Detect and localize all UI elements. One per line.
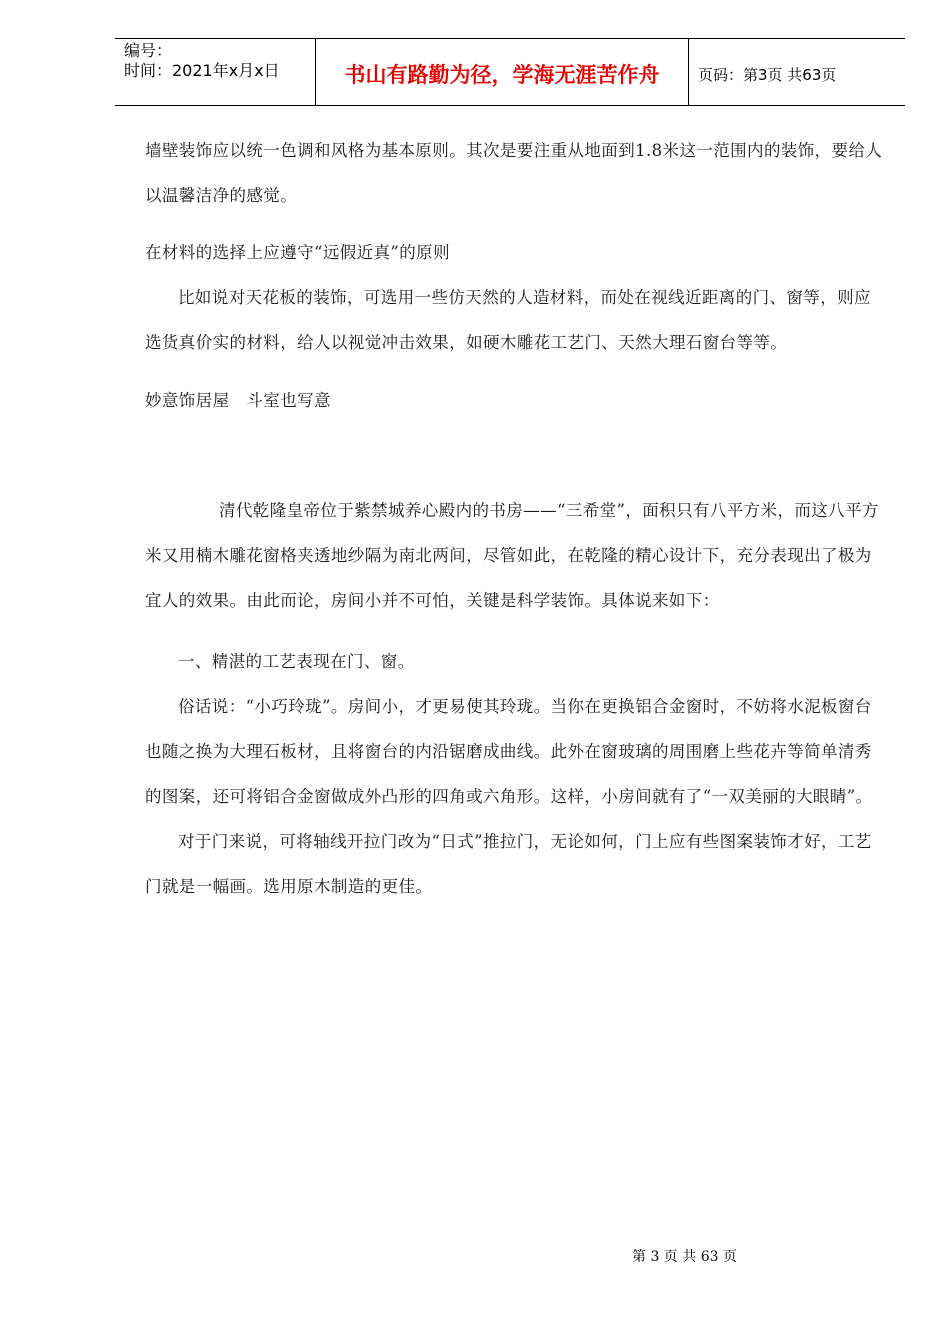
page-footer-number: 第 3 页 共 63 页 (632, 1249, 737, 1265)
paragraph-windows: 俗话说：“小巧玲珑”。房间小，才更易使其玲珑。当你在更换铝合金窗时，不妨将水泥板窗台也随之换为大理石板材，且将窗台的内沿锯磨成曲线。此外在窗玻璃的周围磨上些花卉等简单清秀的图案，还可将铝合金窗做成外凸形的四角或六角形。这样，小房间就有了“一双美丽的大眼睛”。 (145, 697, 873, 806)
document-date-label: 时间：2021年x月x日 (124, 61, 280, 80)
section-heading-small-room: 妙意饰居屋 斗室也写意 (145, 391, 331, 410)
header-divider (688, 39, 689, 105)
document-number-label: 编号： (124, 41, 173, 60)
paragraph-ceiling-materials: 比如说对天花板的装饰，可选用一些仿天然的人造材料，而处在视线近距离的门、窗等，则应选货真价实的材料，给人以视觉冲击效果，如硬木雕花工艺门、天然大理石窗台等等。 (145, 288, 871, 352)
paragraph-wall-decoration: 墙壁装饰应以统一色调和风格为基本原则。其次是要注重从地面到1.8米这一范围内的装饰，要给人以温馨洁净的感觉。 (145, 141, 883, 205)
header-meta (124, 41, 280, 81)
header-page-number: 页码：第3页 共63页 (698, 66, 837, 84)
paragraph-doors: 对于门来说，可将轴线开拉门改为“日式”推拉门，无论如何，门上应有些图案装饰才好，工艺门就是一幅画。选用原木制造的更佳。 (145, 832, 872, 896)
header-motto: 书山有路勤为径，学海无涯苦作舟 (344, 63, 660, 87)
document-body (145, 128, 885, 909)
page-header (115, 38, 905, 106)
section-heading-doors-windows: 一、精湛的工艺表现在门、窗。 (178, 652, 415, 671)
paragraph-sanxitang: 清代乾隆皇帝位于紫禁城养心殿内的书房——“三希堂”，面积只有八平方米，而这八平方米又用楠木雕花窗格夹透地纱隔为南北两间，尽管如此，在乾隆的精心设计下，充分表现出了极为宜人的效果。由此而论，房间小并不可怕，关键是科学装饰。具体说来如下： (145, 501, 879, 610)
section-heading-materials: 在材料的选择上应遵守“远假近真”的原则 (145, 243, 450, 262)
